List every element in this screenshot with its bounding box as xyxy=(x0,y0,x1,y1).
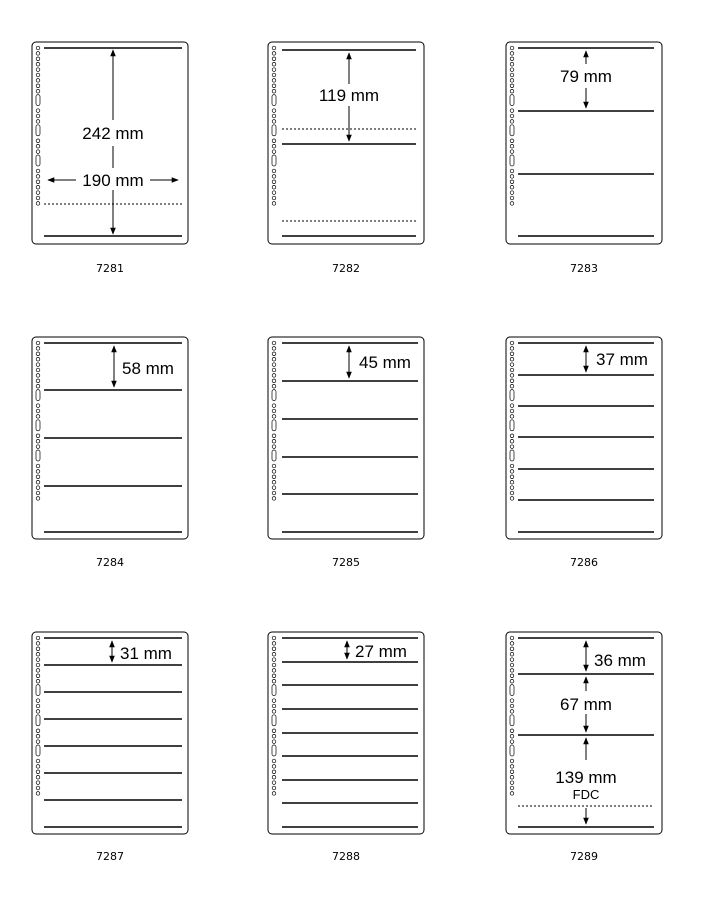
sheet-code: 7283 xyxy=(570,262,598,275)
binder-hole xyxy=(510,374,514,378)
binder-hole xyxy=(510,491,514,495)
width-label: 190 mm xyxy=(82,171,144,190)
binder-hole xyxy=(36,759,40,763)
binder-hole xyxy=(36,792,40,796)
binder-hole xyxy=(36,415,40,419)
binder-hole xyxy=(510,439,514,443)
binder-hole xyxy=(510,185,514,189)
sheet-code: 7282 xyxy=(332,262,360,275)
binder-hole xyxy=(36,62,40,66)
binder-hole xyxy=(272,384,276,388)
binder-hole xyxy=(272,109,276,113)
binder-hole xyxy=(272,169,276,173)
binder-slot xyxy=(272,125,276,136)
fdc-label: FDC xyxy=(572,787,600,802)
binder-hole xyxy=(272,202,276,206)
binder-slot xyxy=(272,390,276,401)
binder-slot xyxy=(36,745,40,756)
binder-hole xyxy=(36,341,40,345)
strip-height-label-top: 36 mm xyxy=(594,651,646,670)
binder-hole xyxy=(36,765,40,769)
binder-hole xyxy=(272,46,276,50)
binder-hole xyxy=(36,464,40,468)
binder-hole xyxy=(272,79,276,83)
binder-hole xyxy=(510,57,514,61)
binder-hole xyxy=(510,470,514,474)
binder-hole xyxy=(272,185,276,189)
strip-height-label: 27 mm xyxy=(355,642,407,661)
binder-hole xyxy=(510,368,514,372)
binder-slot xyxy=(272,685,276,696)
binder-hole xyxy=(272,475,276,479)
binder-hole xyxy=(510,191,514,195)
binder-hole xyxy=(510,704,514,708)
binder-hole xyxy=(510,52,514,56)
binder-hole xyxy=(272,379,276,383)
binder-slot xyxy=(510,715,514,726)
binder-hole xyxy=(36,52,40,56)
binder-hole xyxy=(510,475,514,479)
binder-hole xyxy=(36,357,40,361)
binder-hole xyxy=(510,109,514,113)
binder-hole xyxy=(272,409,276,413)
binder-hole xyxy=(272,704,276,708)
binder-hole xyxy=(272,368,276,372)
binder-hole xyxy=(36,79,40,83)
binder-hole xyxy=(510,734,514,738)
binder-hole xyxy=(510,144,514,148)
binder-hole xyxy=(510,464,514,468)
binder-hole xyxy=(36,196,40,200)
binder-hole xyxy=(36,480,40,484)
binder-holes xyxy=(272,46,276,205)
binder-hole xyxy=(36,120,40,124)
binder-slot xyxy=(272,715,276,726)
binder-slot xyxy=(510,125,514,136)
binder-hole xyxy=(36,647,40,651)
strip-height-label: 45 mm xyxy=(359,353,411,372)
binder-hole xyxy=(510,647,514,651)
binder-hole xyxy=(510,175,514,179)
binder-hole xyxy=(272,636,276,640)
sheet-7289 xyxy=(506,632,662,863)
binder-hole xyxy=(272,740,276,744)
binder-hole xyxy=(510,669,514,673)
binder-hole xyxy=(36,150,40,154)
binder-hole xyxy=(272,486,276,490)
binder-hole xyxy=(272,765,276,769)
binder-hole xyxy=(272,658,276,662)
binder-hole xyxy=(36,114,40,118)
sheet-7288 xyxy=(268,632,424,863)
binder-hole xyxy=(36,486,40,490)
binder-hole xyxy=(36,144,40,148)
binder-hole xyxy=(272,679,276,683)
binder-hole xyxy=(272,786,276,790)
binder-hole xyxy=(510,384,514,388)
binder-hole xyxy=(510,357,514,361)
binder-hole xyxy=(272,710,276,714)
binder-hole xyxy=(272,89,276,93)
binder-hole xyxy=(36,445,40,449)
binder-hole xyxy=(510,169,514,173)
binder-holes xyxy=(510,341,514,500)
binder-hole xyxy=(36,202,40,206)
binder-hole xyxy=(272,120,276,124)
binder-hole xyxy=(36,363,40,367)
binder-slot xyxy=(510,95,514,106)
binder-hole xyxy=(272,729,276,733)
binder-hole xyxy=(510,786,514,790)
binder-hole xyxy=(36,663,40,667)
binder-hole xyxy=(510,120,514,124)
binder-hole xyxy=(510,89,514,93)
binder-hole xyxy=(36,46,40,50)
binder-hole xyxy=(36,699,40,703)
binder-slot xyxy=(510,155,514,166)
binder-hole xyxy=(510,765,514,769)
binder-slot xyxy=(510,745,514,756)
binder-slot xyxy=(510,685,514,696)
binder-hole xyxy=(36,786,40,790)
binder-hole xyxy=(510,404,514,408)
sheet-7283 xyxy=(506,42,662,275)
binder-hole xyxy=(272,480,276,484)
sheet-7284 xyxy=(32,337,188,569)
binder-hole xyxy=(510,729,514,733)
binder-hole xyxy=(36,491,40,495)
binder-hole xyxy=(272,792,276,796)
binder-hole xyxy=(272,663,276,667)
binder-slot xyxy=(510,420,514,431)
binder-hole xyxy=(272,114,276,118)
binder-hole xyxy=(36,710,40,714)
binder-hole xyxy=(36,379,40,383)
sheet-7282 xyxy=(268,42,424,275)
binder-hole xyxy=(272,52,276,56)
binder-hole xyxy=(272,404,276,408)
binder-hole xyxy=(510,710,514,714)
binder-hole xyxy=(36,180,40,184)
binder-hole xyxy=(36,652,40,656)
binder-hole xyxy=(272,73,276,77)
binder-slot xyxy=(272,745,276,756)
sheet-code: 7285 xyxy=(332,556,360,569)
binder-hole xyxy=(36,704,40,708)
binder-hole xyxy=(510,180,514,184)
binder-hole xyxy=(510,775,514,779)
binder-hole xyxy=(36,409,40,413)
binder-hole xyxy=(36,781,40,785)
binder-hole xyxy=(510,781,514,785)
binder-hole xyxy=(36,185,40,189)
binder-slot xyxy=(510,450,514,461)
binder-hole xyxy=(272,347,276,351)
binder-hole xyxy=(272,470,276,474)
binder-hole xyxy=(510,84,514,88)
binder-hole xyxy=(36,347,40,351)
binder-hole xyxy=(510,792,514,796)
binder-hole xyxy=(272,415,276,419)
binder-slot xyxy=(510,390,514,401)
binder-hole xyxy=(272,175,276,179)
binder-slot xyxy=(36,155,40,166)
binder-hole xyxy=(272,770,276,774)
binder-hole xyxy=(36,658,40,662)
sheet-code: 7289 xyxy=(570,850,598,863)
binder-hole xyxy=(36,669,40,673)
binder-slot xyxy=(36,685,40,696)
binder-slot xyxy=(36,125,40,136)
binder-hole xyxy=(272,352,276,356)
binder-hole xyxy=(510,642,514,646)
strip-height-label: 37 mm xyxy=(596,350,648,369)
binder-hole xyxy=(36,642,40,646)
binder-hole xyxy=(510,497,514,501)
binder-hole xyxy=(510,202,514,206)
binder-holes xyxy=(36,341,40,500)
binder-slot xyxy=(272,450,276,461)
strip-height-label: 31 mm xyxy=(120,644,172,663)
binder-hole xyxy=(36,740,40,744)
binder-hole xyxy=(272,491,276,495)
binder-hole xyxy=(510,139,514,143)
binder-slot xyxy=(36,450,40,461)
binder-hole xyxy=(272,445,276,449)
binder-hole xyxy=(510,352,514,356)
binder-slot xyxy=(272,420,276,431)
sheet-code: 7287 xyxy=(96,850,124,863)
binder-hole xyxy=(510,434,514,438)
binder-hole xyxy=(510,699,514,703)
binder-hole xyxy=(272,775,276,779)
binder-hole xyxy=(36,679,40,683)
binder-hole xyxy=(272,150,276,154)
binder-hole xyxy=(36,139,40,143)
binder-hole xyxy=(272,759,276,763)
sheet-7286 xyxy=(506,337,662,569)
binder-hole xyxy=(510,480,514,484)
binder-hole xyxy=(36,439,40,443)
binder-hole xyxy=(510,759,514,763)
binder-hole xyxy=(510,73,514,77)
binder-slot xyxy=(36,390,40,401)
binder-hole xyxy=(272,674,276,678)
binder-hole xyxy=(510,341,514,345)
sheet-code: 7286 xyxy=(570,556,598,569)
binder-hole xyxy=(510,409,514,413)
binder-hole xyxy=(36,109,40,113)
sheet-code: 7284 xyxy=(96,556,124,569)
binder-hole xyxy=(272,652,276,656)
binder-hole xyxy=(272,341,276,345)
binder-hole xyxy=(272,669,276,673)
binder-hole xyxy=(510,46,514,50)
binder-hole xyxy=(272,781,276,785)
binder-hole xyxy=(272,734,276,738)
binder-hole xyxy=(510,445,514,449)
sheet-7281 xyxy=(32,42,188,275)
strip-height-label: 119 mm xyxy=(318,86,380,105)
binder-hole xyxy=(36,84,40,88)
binder-hole xyxy=(272,57,276,61)
binder-hole xyxy=(36,352,40,356)
binder-hole xyxy=(36,729,40,733)
binder-slot xyxy=(36,715,40,726)
sheet-7285 xyxy=(268,337,424,569)
binder-hole xyxy=(510,652,514,656)
binder-hole xyxy=(510,114,514,118)
binder-hole xyxy=(510,415,514,419)
binder-hole xyxy=(36,368,40,372)
binder-hole xyxy=(36,374,40,378)
binder-hole xyxy=(36,57,40,61)
binder-hole xyxy=(510,347,514,351)
binder-holes xyxy=(36,46,40,205)
binder-hole xyxy=(36,73,40,77)
binder-hole xyxy=(36,497,40,501)
binder-hole xyxy=(272,439,276,443)
binder-hole xyxy=(272,357,276,361)
binder-hole xyxy=(36,68,40,72)
binder-holes xyxy=(36,636,40,795)
binder-slot xyxy=(36,420,40,431)
strip-height-label: 58 mm xyxy=(122,359,174,378)
binder-hole xyxy=(272,647,276,651)
binder-hole xyxy=(272,139,276,143)
binder-hole xyxy=(510,486,514,490)
strip-height-label: 79 mm xyxy=(560,67,612,86)
binder-slot xyxy=(272,155,276,166)
binder-hole xyxy=(272,84,276,88)
binder-hole xyxy=(272,699,276,703)
binder-hole xyxy=(36,770,40,774)
binder-hole xyxy=(36,89,40,93)
binder-hole xyxy=(36,636,40,640)
binder-holes xyxy=(272,636,276,795)
binder-hole xyxy=(510,68,514,72)
binder-hole xyxy=(36,384,40,388)
binder-hole xyxy=(510,196,514,200)
binder-hole xyxy=(36,775,40,779)
binder-holes xyxy=(272,341,276,500)
binder-hole xyxy=(510,770,514,774)
binder-hole xyxy=(272,144,276,148)
binder-hole xyxy=(510,62,514,66)
height-label: 242 mm xyxy=(82,124,144,143)
binder-hole xyxy=(510,740,514,744)
binder-hole xyxy=(510,379,514,383)
binder-hole xyxy=(272,62,276,66)
binder-slot xyxy=(36,95,40,106)
binder-hole xyxy=(510,663,514,667)
binder-hole xyxy=(36,470,40,474)
strip-height-label-bottom: 139 mm xyxy=(555,768,617,787)
binder-hole xyxy=(36,475,40,479)
binder-hole xyxy=(272,642,276,646)
binder-hole xyxy=(510,674,514,678)
binder-hole xyxy=(36,169,40,173)
binder-hole xyxy=(272,374,276,378)
binder-slot xyxy=(272,95,276,106)
binder-hole xyxy=(510,679,514,683)
binder-hole xyxy=(272,196,276,200)
binder-hole xyxy=(510,150,514,154)
binder-hole xyxy=(36,191,40,195)
binder-hole xyxy=(272,68,276,72)
binder-hole xyxy=(510,79,514,83)
binder-hole xyxy=(272,434,276,438)
binder-hole xyxy=(272,464,276,468)
binder-hole xyxy=(272,180,276,184)
binder-holes xyxy=(510,636,514,795)
binder-hole xyxy=(510,636,514,640)
binder-hole xyxy=(272,363,276,367)
binder-hole xyxy=(510,363,514,367)
binder-holes xyxy=(510,46,514,205)
sheet-code: 7281 xyxy=(96,262,124,275)
binder-hole xyxy=(36,404,40,408)
binder-hole xyxy=(272,191,276,195)
sheet-7287 xyxy=(32,632,188,863)
binder-hole xyxy=(36,434,40,438)
sheet-code: 7288 xyxy=(332,850,360,863)
binder-hole xyxy=(36,175,40,179)
binder-hole xyxy=(510,658,514,662)
binder-hole xyxy=(36,734,40,738)
strip-height-label-middle: 67 mm xyxy=(560,695,612,714)
binder-hole xyxy=(36,674,40,678)
binder-hole xyxy=(272,497,276,501)
